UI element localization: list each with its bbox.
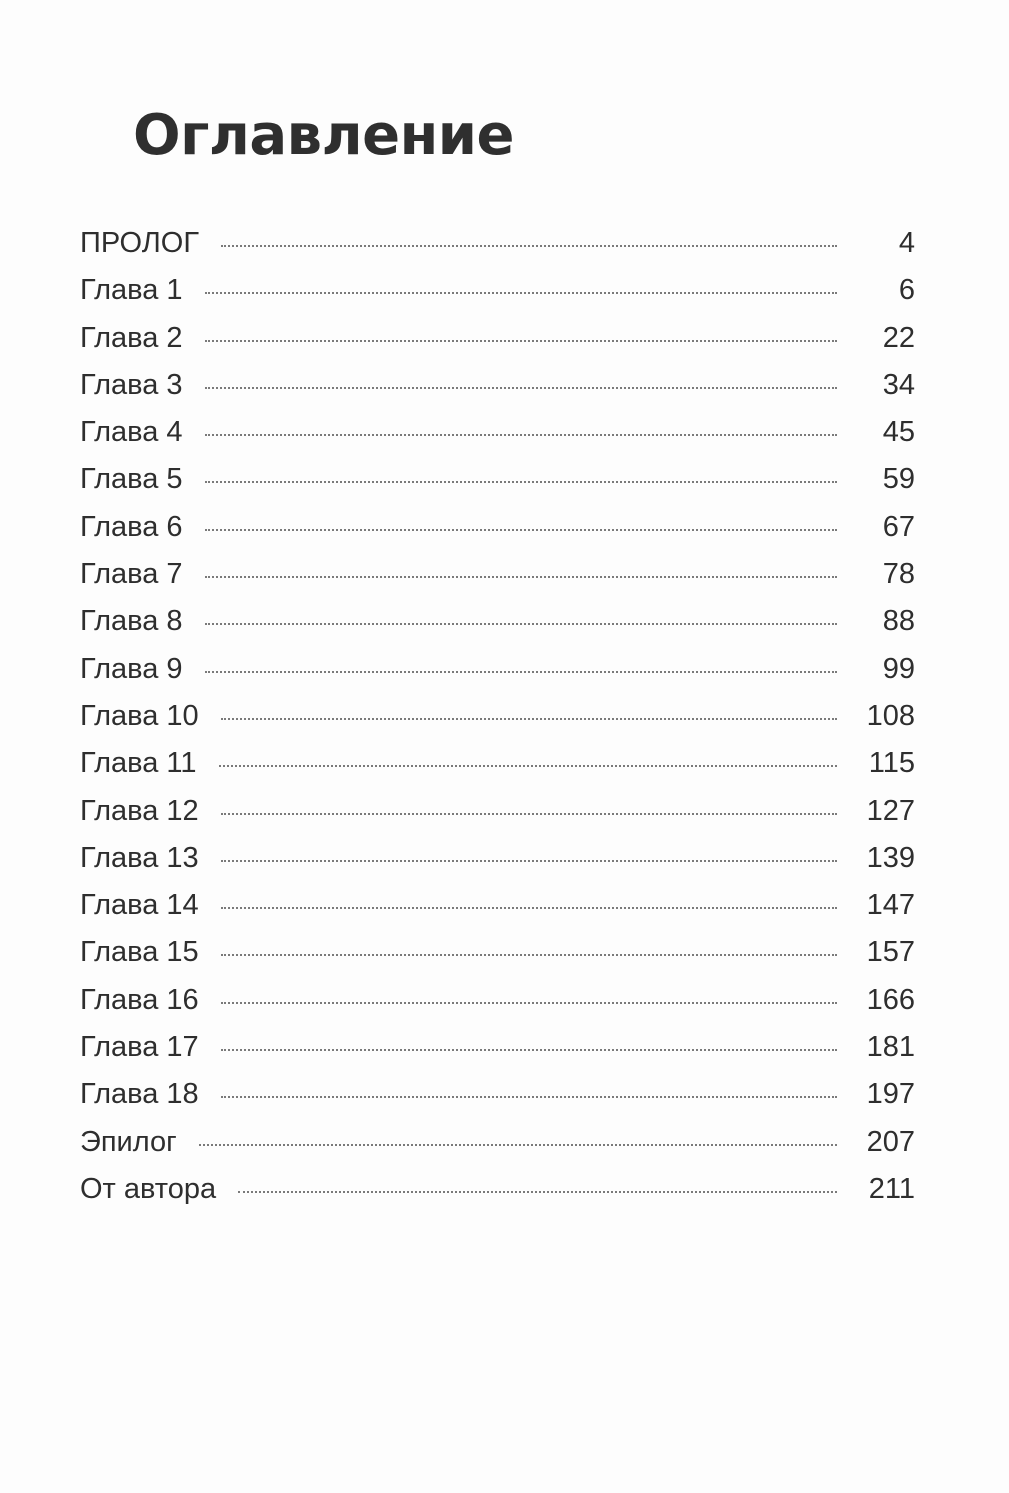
toc-leader-dots [199, 1144, 837, 1146]
toc-entry-label: Глава 14 [80, 889, 199, 922]
toc-entry[interactable] [80, 558, 915, 605]
toc-entry-label: Глава 10 [80, 699, 199, 732]
toc-leader-dots [221, 907, 837, 909]
toc-entry-label: Глава 5 [80, 463, 183, 496]
toc-entry[interactable] [80, 1126, 915, 1173]
toc-entry-label: Глава 2 [80, 321, 183, 354]
toc-entry-page: 34 [882, 368, 915, 401]
toc-entry-page: 88 [882, 605, 915, 638]
toc-entry-page: 108 [866, 699, 915, 732]
toc-entry-page: 157 [866, 936, 915, 969]
toc-leader-dots [205, 387, 837, 389]
toc-entry-label: Глава 7 [80, 558, 183, 591]
toc-leader-dots [205, 434, 837, 436]
toc-entry-page: 127 [866, 794, 915, 827]
toc-entry-page: 67 [882, 510, 915, 543]
toc-entry[interactable] [80, 1078, 915, 1125]
toc-entry[interactable] [80, 795, 915, 842]
toc-entry-label: Глава 18 [80, 1078, 199, 1111]
toc-leader-dots [221, 1002, 837, 1004]
toc-entry-page: 22 [882, 321, 915, 354]
toc-entry-label: ПРОЛОГ [80, 227, 200, 259]
toc-entry-label: Глава 3 [80, 368, 183, 401]
toc-entry[interactable] [80, 889, 915, 936]
toc-leader-dots [205, 576, 837, 578]
toc-entry-page: 78 [882, 558, 915, 591]
toc-entry-label: Глава 6 [80, 510, 183, 543]
toc-entry-label: От автора [80, 1172, 217, 1205]
toc-entry-page: 4 [898, 227, 915, 259]
toc-entry[interactable] [80, 322, 915, 369]
toc-entry-label: Глава 13 [80, 841, 199, 874]
toc-leader-dots [221, 1096, 837, 1098]
toc-entry[interactable] [80, 369, 915, 416]
toc-entry[interactable] [80, 1031, 915, 1078]
toc-entry-page: 166 [866, 983, 915, 1016]
toc-entry-page: 45 [882, 416, 915, 449]
toc-entry-page: 59 [882, 463, 915, 496]
toc-entry-label: Глава 16 [80, 983, 199, 1016]
toc-entry-label: Глава 1 [80, 274, 183, 307]
toc-entry-label: Глава 4 [80, 416, 183, 449]
toc-entry[interactable] [80, 227, 915, 274]
toc-leader-dots [221, 860, 837, 862]
toc-entry-page: 139 [866, 841, 915, 874]
toc-entry-label: Глава 12 [80, 794, 199, 827]
toc-entry[interactable] [80, 936, 915, 983]
toc-entry-page: 207 [866, 1125, 915, 1158]
toc-entry[interactable] [80, 984, 915, 1031]
toc-list [80, 227, 915, 1220]
toc-entry-label: Глава 9 [80, 652, 183, 685]
page-title: Оглавление [133, 103, 515, 168]
toc-entry-page: 181 [866, 1031, 915, 1064]
toc-leader-dots [205, 623, 837, 625]
toc-entry-label: Глава 11 [80, 747, 197, 780]
toc-entry[interactable] [80, 274, 915, 321]
toc-entry[interactable] [80, 653, 915, 700]
toc-entry[interactable] [80, 700, 915, 747]
toc-leader-dots [205, 671, 837, 673]
toc-leader-dots [205, 340, 837, 342]
toc-entry[interactable] [80, 511, 915, 558]
toc-entry[interactable] [80, 605, 915, 652]
toc-entry-page: 197 [866, 1078, 915, 1111]
toc-leader-dots [221, 954, 837, 956]
toc-entry-page: 6 [898, 274, 915, 307]
toc-leader-dots [219, 765, 838, 767]
toc-entry-page: 211 [868, 1172, 915, 1205]
toc-leader-dots [238, 1191, 837, 1193]
toc-entry[interactable] [80, 842, 915, 889]
toc-entry-label: Глава 17 [80, 1031, 199, 1064]
toc-entry[interactable] [80, 1173, 915, 1220]
toc-entry-label: Глава 8 [80, 605, 183, 638]
toc-entry-page: 147 [866, 889, 915, 922]
toc-leader-dots [221, 245, 837, 247]
toc-leader-dots [205, 292, 837, 294]
toc-leader-dots [221, 1049, 837, 1051]
toc-entry-page: 99 [882, 652, 915, 685]
toc-entry[interactable] [80, 416, 915, 463]
toc-leader-dots [205, 481, 837, 483]
toc-entry[interactable] [80, 747, 915, 794]
toc-entry-page: 115 [868, 747, 915, 780]
toc-entry[interactable] [80, 463, 915, 510]
toc-leader-dots [205, 529, 837, 531]
toc-leader-dots [221, 718, 837, 720]
toc-leader-dots [221, 813, 837, 815]
toc-entry-label: Глава 15 [80, 936, 199, 969]
toc-entry-label: Эпилог [80, 1125, 177, 1158]
